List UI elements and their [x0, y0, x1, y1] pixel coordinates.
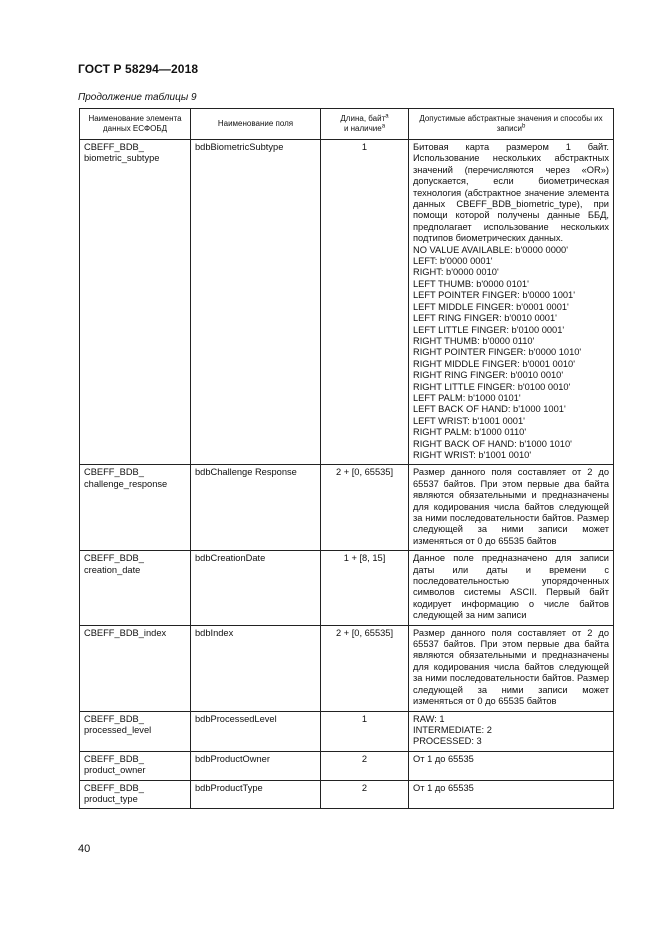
cell-allowed-values — [409, 780, 614, 809]
cell-length: 1 + [8, 15] — [321, 551, 409, 625]
cell-field-name: bdbCreationDate — [191, 551, 321, 625]
cell-element-name: CBEFF_BDB_ biometric_subtype — [80, 140, 191, 465]
table-header-row — [80, 109, 614, 140]
value-entry: RIGHT LITTLE FINGER: b'0100 0010' — [413, 381, 571, 392]
col-header-element: Наименование элемента данных ЕСФОБД — [80, 109, 191, 140]
value-entry: RIGHT POINTER FINGER: b'0000 1010' — [413, 347, 582, 358]
cell-field-name: bdbProcessedLevel — [191, 711, 321, 751]
table-row — [80, 140, 614, 465]
table-body — [80, 140, 614, 809]
table-row — [80, 780, 614, 809]
cell-length: 2 + [0, 65535] — [321, 625, 409, 711]
value-entry: RIGHT MIDDLE FINGER: b'0001 0010' — [413, 358, 576, 369]
value-entry: RIGHT PALM: b'1000 0110' — [413, 427, 527, 438]
value-description: Данное поле предназначено для записи даты или даты и времени с последовательностью упорядоченных символов системы ASCII. Первый байт кодирует информацию о числе байтов следующей за ним записи — [413, 553, 609, 621]
footnote-mark: а — [381, 123, 386, 130]
cell-allowed-values — [409, 140, 614, 465]
cell-length: 2 — [321, 751, 409, 780]
cell-allowed-values — [409, 465, 614, 551]
cell-allowed-values — [409, 551, 614, 625]
table-row — [80, 625, 614, 711]
cell-element-name: CBEFF_BDB_ product_type — [80, 780, 191, 809]
cell-element-name: CBEFF_BDB_ product_owner — [80, 751, 191, 780]
value-entry: LEFT LITTLE FINGER: b'0100 0001' — [413, 324, 565, 335]
table-row — [80, 711, 614, 751]
value-entry: RIGHT RING FINGER: b'0010 0010' — [413, 370, 564, 381]
value-entry: RIGHT: b'0000 0010' — [413, 267, 499, 278]
page-number: 40 — [78, 843, 91, 855]
cell-length: 1 — [321, 140, 409, 465]
cell-length: 1 — [321, 711, 409, 751]
cell-field-name: bdbBiometricSubtype — [191, 140, 321, 465]
value-entry: PROCESSED: 3 — [413, 736, 482, 747]
value-description: От 1 до 65535 — [413, 753, 474, 764]
cell-field-name: bdbIndex — [191, 625, 321, 711]
value-entry: RAW: 1 — [413, 713, 445, 724]
spec-table — [79, 108, 614, 809]
cell-field-name: bdbChallenge Response — [191, 465, 321, 551]
value-entry: LEFT POINTER FINGER: b'0000 1001' — [413, 290, 576, 301]
cell-element-name: CBEFF_BDB_index — [80, 625, 191, 711]
value-entry: LEFT BACK OF HAND: b'1000 1001' — [413, 404, 566, 415]
table-row — [80, 465, 614, 551]
cell-field-name: bdbProductOwner — [191, 751, 321, 780]
table-row — [80, 551, 614, 625]
value-entry: LEFT RING FINGER: b'0010 0001' — [413, 313, 557, 324]
col-header-field: Наименование поля — [191, 109, 321, 140]
col-header-length-text2: и наличие — [343, 124, 382, 133]
value-entry: RIGHT THUMB: b'0000 0110' — [413, 335, 535, 346]
col-header-length-text: Длина, байт — [340, 114, 386, 123]
cell-element-name: CBEFF_BDB_ processed_level — [80, 711, 191, 751]
value-entry: LEFT: b'0000 0001' — [413, 256, 493, 267]
value-entry: NO VALUE AVAILABLE: b'0000 0000' — [413, 244, 568, 255]
table-row — [80, 751, 614, 780]
cell-allowed-values — [409, 751, 614, 780]
footnote-mark: а — [385, 113, 389, 120]
cell-element-name: CBEFF_BDB_ creation_date — [80, 551, 191, 625]
col-header-values — [409, 109, 614, 140]
value-entry: LEFT PALM: b'1000 0101' — [413, 392, 521, 403]
cell-length: 2 + [0, 65535] — [321, 465, 409, 551]
value-description: Размер данного поля составляет от 2 до 65537 байтов. При этом первые два байта являются обязательными и предназначены для кодирования числа байтов следующей за ними последовательности байтов. Размер следующей за ними записи может изменяться от 0 до 65535 байтов — [413, 627, 609, 707]
value-entry: LEFT MIDDLE FINGER: b'0001 0001' — [413, 301, 569, 312]
value-entry: INTERMEDIATE: 2 — [413, 724, 492, 735]
cell-allowed-values — [409, 711, 614, 751]
value-entry: LEFT WRIST: b'1001 0001' — [413, 415, 525, 426]
cell-element-name: CBEFF_BDB_ challenge_response — [80, 465, 191, 551]
value-entry: RIGHT BACK OF HAND: b'1000 1010' — [413, 438, 572, 449]
value-entry: RIGHT WRIST: b'1001 0010' — [413, 449, 532, 460]
document-standard-title: ГОСТ Р 58294—2018 — [78, 62, 199, 76]
table-continuation-label: Продолжение таблицы 9 — [78, 92, 197, 103]
value-entry: LEFT THUMB: b'0000 0101' — [413, 278, 529, 289]
value-description: От 1 до 65535 — [413, 782, 474, 793]
footnote-mark: b — [522, 123, 526, 130]
cell-length: 2 — [321, 780, 409, 809]
col-header-length — [321, 109, 409, 140]
value-description: Битовая карта размером 1 байт. Использование нескольких абстрактных значений (перечисляются через «OR») допускается, если биометрическая технология (абстрактное значение элемента данных CBEFF_BDB_biometric_type), при помощи которой получены данные ББД, предполагает использование нескольких подтипов биометрических данных. — [413, 142, 609, 244]
col-header-values-text: Допустимые абстрактные значения и способы их записи — [419, 114, 603, 133]
value-description: Размер данного поля составляет от 2 до 65537 байтов. При этом первые два байта являются обязательными и предназначены для кодирования числа байтов следующей за ними последовательности байтов. Размер следующей за ними записи может изменяться от 0 до 65535 байтов — [413, 467, 609, 546]
cell-field-name: bdbProductType — [191, 780, 321, 809]
cell-allowed-values — [409, 625, 614, 711]
